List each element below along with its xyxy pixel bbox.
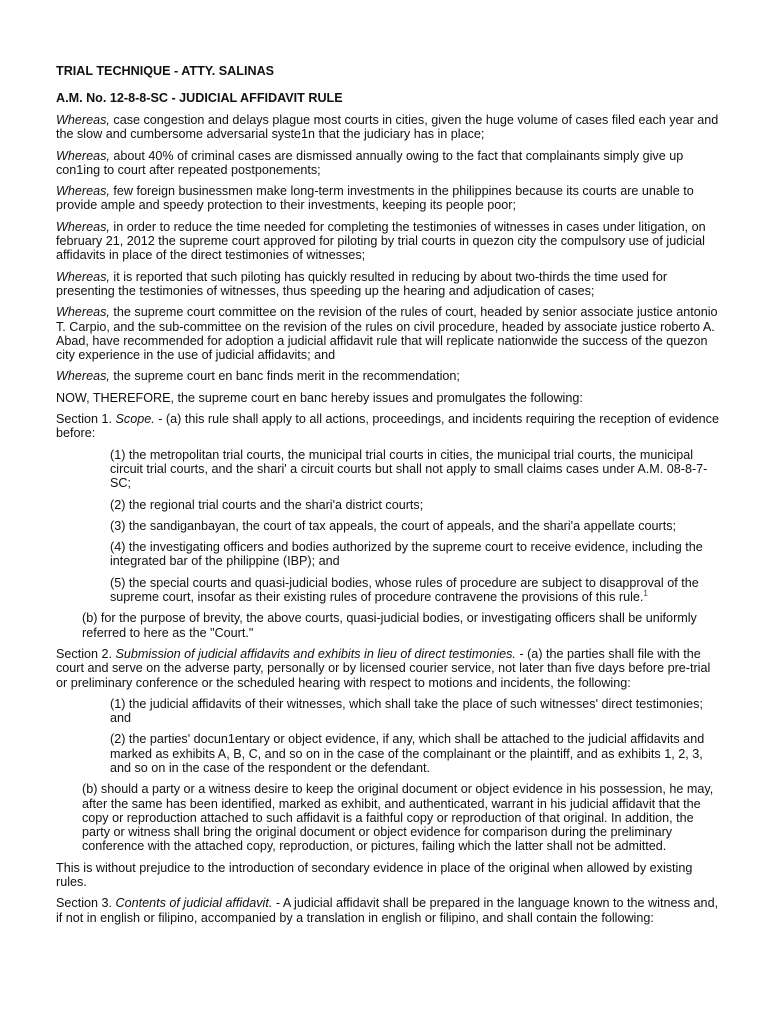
section-1-item: (2) the regional trial courts and the shari'a district courts; [110,497,424,512]
section-3-heading: Contents of judicial affidavit. [115,896,273,911]
whereas-label: Whereas, [56,305,110,320]
whereas-label: Whereas, [56,113,110,127]
section-1-item: (3) the sandiganbayan, the court of tax appeals, the court of appeals, and the shari'a appellate courts; [110,518,676,533]
recital-text: in order to reduce the time needed for completing the testimonies of witnesses in cases under litigation, on february 21, 2012 the supreme court approved for piloting by trial courts in quezon city the compulsory use of judicial affidavits in place of the direct testimonies of witnesses; [56,219,706,263]
recital-text: case congestion and delays plague most courts in cities, given the huge volume of cases filed each year and the slow and cumbersome adversarial syste1n that the judiciary has in place; [56,113,719,142]
section-2-intro-text: - (a) the parties shall file with the court and serve on the adverse party, personally or by licensed courier service, not later than five days before pre-trial or preliminary conference or the scheduled hearing with respect to motions and incidents, the following: [56,646,711,690]
whereas-label: Whereas, [56,369,110,384]
recital-paragraph [56,149,724,178]
recital-paragraph [56,184,724,213]
section-1-intro [56,412,724,441]
section-1-item [110,576,724,605]
section-2-label: Section 2. [56,646,113,661]
recital-paragraph [56,220,724,263]
section-2-para-b: (b) should a party or a witness desire to keep the original document or object evidence in his possession, he may, after the same has been identified, marked as exhibit, and authenticated, warrant in his judicial affidavit that the copy or reproduction attached to such affidavit is a faithful copy or reproduction of that original. In addition, the party or witness shall bring the original document or object evidence for comparison during the preliminary conference with the attached copy, reproduction, or pictures, failing which the latter shall not be admitted. [82,782,714,854]
whereas-label: Whereas, [56,269,110,284]
section-2-heading: Submission of judicial affidavits and exhibits in lieu of direct testimonies. [115,646,516,661]
section-1-item: (1) the metropolitan trial courts, the municipal trial courts in cities, the municipal trial courts, the municipal circuit trial courts, and the shari' a circuit courts but shall not apply to small claims cases under A.M. 08-8-7-SC; [110,447,708,491]
document-title: TRIAL TECHNIQUE - ATTY. SALINAS [56,64,275,78]
recital-text: it is reported that such piloting has quickly resulted in reducing by about two-thirds the time used for presenting the testimonies of witnesses, thus speeding up the hearing and adjudication of cases; [56,269,668,298]
recital-text: the supreme court committee on the revision of the rules of court, headed by senior associate justice antonio T. Carpio, and the sub-committee on the revision of the rules on civil procedure, headed by associate justice roberto A. Abad, have recommended for adoption a judicial affidavit rule that will replicate nationwide the success of the quezon city experience in the use of judicial affidavits; and [56,305,718,363]
recital-text: the supreme court en banc finds merit in the recommendation; [113,369,460,384]
section-2-item: (2) the parties' docun1entary or object evidence, if any, which shall be attached to the judicial affidavits and marked as exhibits A, B, C, and so on in the case of the complainant or the plaintiff, and as exhibits 1, 2, 3, and so on in the case of the respondent or the defendant. [110,732,705,775]
section-3-label: Section 3. [56,896,113,911]
whereas-label: Whereas, [56,148,110,163]
now-therefore-paragraph: NOW, THEREFORE, the supreme court en banc hereby issues and promulgates the following: [56,390,583,405]
whereas-label: Whereas, [56,184,110,199]
whereas-label: Whereas, [56,219,110,234]
section-3-intro-text: - A judicial affidavit shall be prepared in the language known to the witness and, if not in english or filipino, accompanied by a translation in english or filipino, and shall contain the following: [56,896,719,925]
section-2-closing: This is without prejudice to the introduction of secondary evidence in place of the original when allowed by existing rules. [56,860,693,890]
section-1-intro-text: - (a) this rule shall apply to all actions, proceedings, and incidents requiring the reception of evidence before: [56,412,719,441]
recital-text: few foreign businessmen make long-term investments in the philippines because its courts are unable to provide ample and speedy protection to their investments, keeping its people poor; [56,184,694,213]
recital-paragraph [56,113,724,142]
section-1-label: Section 1. [56,412,113,427]
section-1-heading: Scope. [115,412,155,427]
section-2-item: (1) the judicial affidavits of their witnesses, which shall take the place of such witnesses' direct testimonies; and [110,696,703,726]
recital-paragraph [56,369,724,383]
section-3-intro [56,896,724,925]
recital-text: about 40% of criminal cases are dismissed annually owing to the fact that complainants simply give up con1ing to court after repeated postponements; [56,148,684,177]
section-2-intro [56,647,724,690]
footnote-link[interactable]: 1 [643,588,648,598]
recital-paragraph [56,270,724,299]
recital-paragraph [56,305,724,362]
section-1-item: (4) the investigating officers and bodies authorized by the supreme court to receive evidence, including the integrated bar of the philippine (IBP); and [110,540,703,569]
document-subtitle: A.M. No. 12-8-8-SC - JUDICIAL AFFIDAVIT RULE [56,91,343,105]
section-1-item-text: (5) the special courts and quasi-judicial bodies, whose rules of procedure are subject to disapproval of the supreme court, insofar as their existing rules of procedure contravene the provisions of this rule. [110,575,699,605]
section-1-para-b: (b) for the purpose of brevity, the above courts, quasi-judicial bodies, or investigating officers shall be uniformly referred to here as the "Court." [82,611,697,640]
